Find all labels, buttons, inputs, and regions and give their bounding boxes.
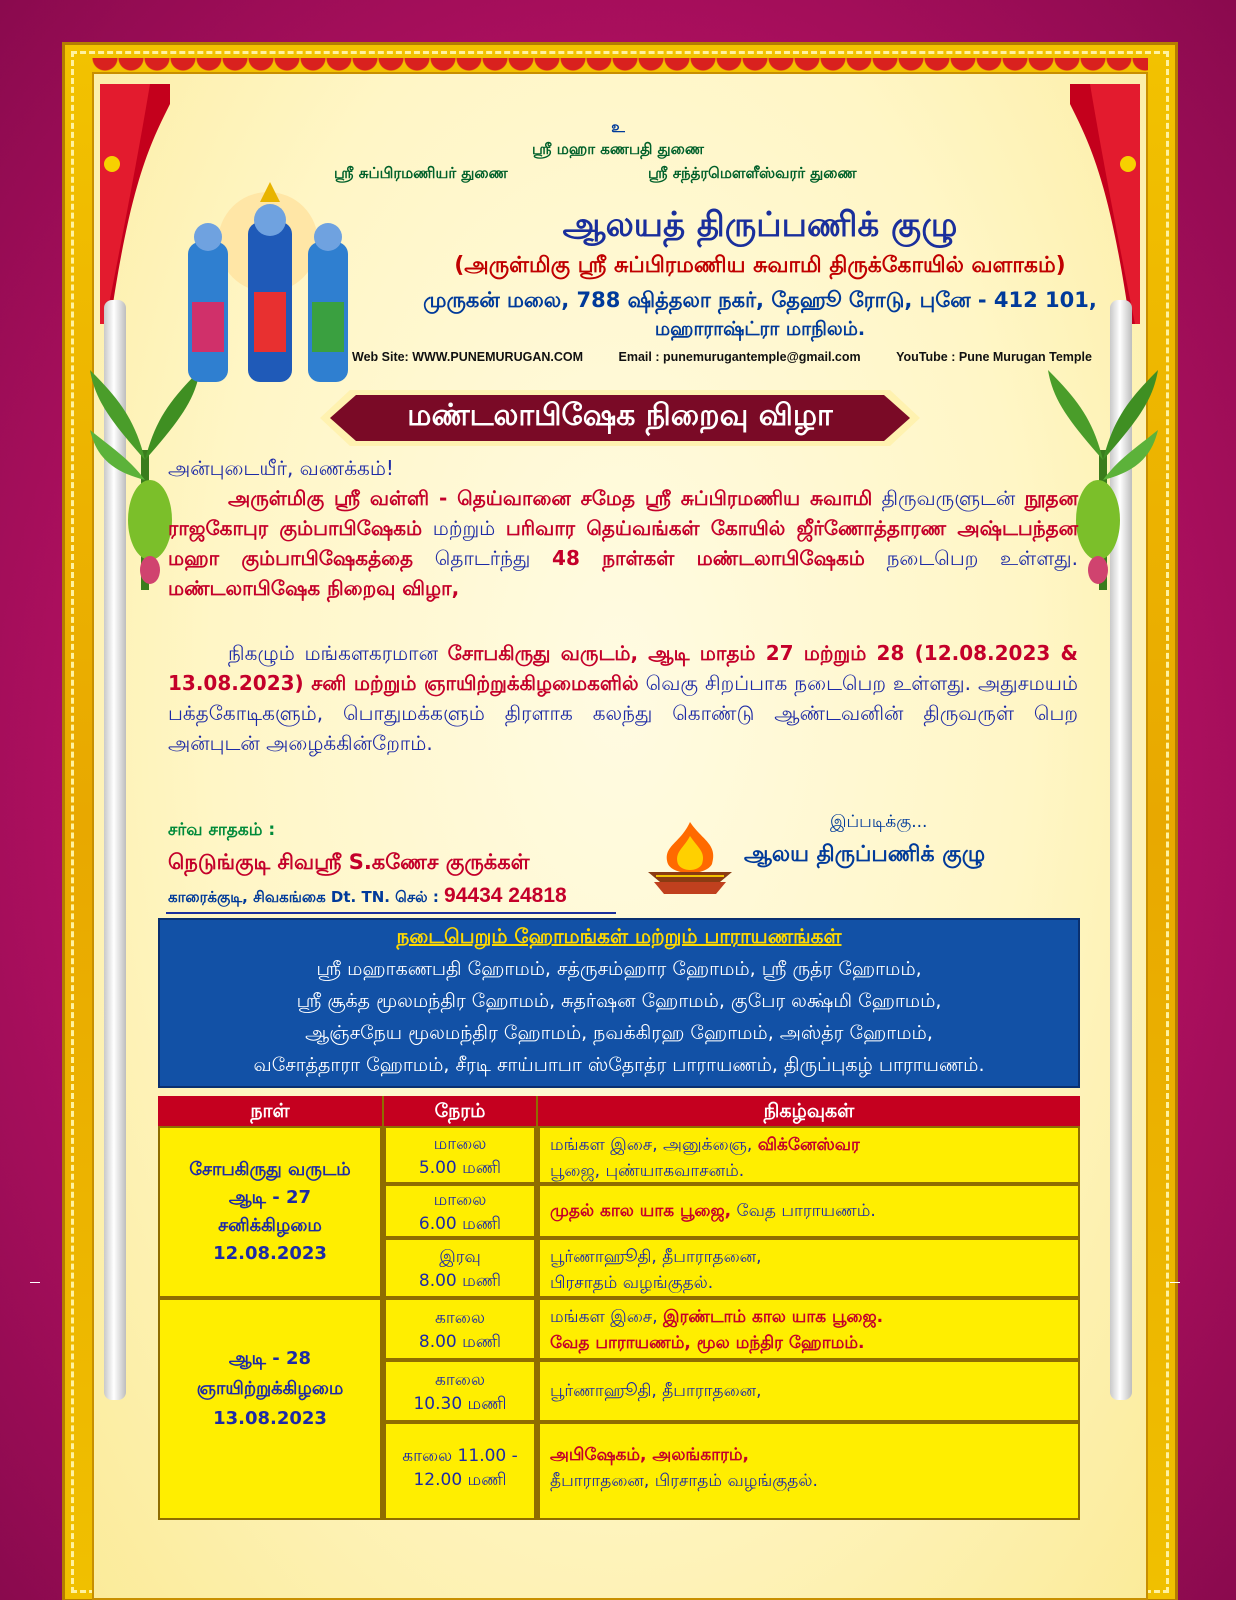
- event-cell: [538, 1126, 1080, 1184]
- org-subtitle: (அருள்மிகு ஸ்ரீ சுப்பிரமணிய சுவாமி திருக்கோயில் வளாகம்): [454, 253, 1066, 278]
- address-line-1: முருகன் மலை, 788 ஷித்தலா நகர், தேஹூ ரோடு, புனே - 412 101,: [423, 288, 1097, 312]
- p2-part-a: நிகழும் மங்களகரமான: [228, 641, 448, 665]
- p1-part-c: நூதன ராஜகோபுர கும்பாபிஷேகம்: [168, 486, 1078, 540]
- time-value: 5.00 மணி: [418, 1158, 502, 1178]
- homas-title: நடைபெறும் ஹோமங்கள் மற்றும் பாராயணங்கள்: [396, 924, 842, 948]
- sarva-sathagam-label: சர்வ சாதகம் :: [168, 820, 276, 840]
- event-text: மங்கள இசை, அனுக்ஞை,: [550, 1135, 758, 1155]
- header-day: நாள்: [158, 1096, 382, 1126]
- event-text: தீபாராதனை, பிரசாதம் வழங்குதல்.: [550, 1471, 818, 1491]
- time-cell: [384, 1360, 536, 1422]
- p1-part-g: 48 நாள்கள் மண்டலாபிஷேகம்: [552, 546, 865, 570]
- event-text: பூர்ணாஹூதி, தீபாராதனை,: [550, 1381, 762, 1401]
- time-label: காலை 11.00 -: [402, 1446, 518, 1466]
- event-text: மங்கள இசை,: [550, 1307, 664, 1327]
- event-highlight: இரண்டாம் கால யாக பூஜை.: [663, 1307, 884, 1327]
- event-cell: [538, 1298, 1080, 1360]
- time-value: 10.30 மணி: [413, 1394, 507, 1414]
- p1-part-e: பரிவார தெய்வங்கள் கோயில் ஜீர்ணோத்தாரண அஷ்டபந்தன மஹா கும்பாபிஷேகத்தை: [168, 516, 1079, 570]
- paragraph-1: [168, 483, 1078, 603]
- event-cell: [538, 1238, 1080, 1298]
- crop-mark: [1170, 1282, 1180, 1283]
- contact-row: [352, 350, 1092, 364]
- time-cell: [384, 1422, 536, 1520]
- homa-line: ஸ்ரீ சூக்த மூலமந்திர ஹோமம், சுதர்ஷன ஹோமம், குபேர லக்ஷ்மி ஹோமம்,: [296, 990, 942, 1012]
- day1-month: ஆடி - 27: [228, 1187, 312, 1208]
- youtube-link[interactable]: YouTube : Pune Murugan Temple: [896, 350, 1092, 364]
- event-cell: [538, 1360, 1080, 1422]
- greeting: அன்புடையீர், வணக்கம்!: [168, 456, 394, 480]
- time-cell: [384, 1238, 536, 1298]
- time-label: இரவு: [439, 1247, 481, 1267]
- top-scallop-border: [92, 58, 1148, 84]
- priest-phone: 94434 24818: [444, 884, 567, 907]
- homa-fire-icon: [640, 820, 740, 898]
- p1-part-f: தொடர்ந்து: [413, 546, 553, 570]
- signoff-prefix: இப்படிக்கு...: [830, 812, 928, 832]
- time-label: காலை: [435, 1370, 485, 1390]
- header-time: நேரம்: [384, 1096, 536, 1126]
- event-highlight: முதல் கால யாக பூஜை,: [550, 1201, 732, 1221]
- event-highlight: விக்னேஸ்வர: [757, 1135, 860, 1155]
- time-value: 6.00 மணி: [418, 1214, 502, 1234]
- p1-part-i: மண்டலாபிஷேக நிறைவு விழா,: [168, 576, 460, 600]
- day1-weekday: சனிக்கிழமை: [218, 1215, 322, 1236]
- day-1-cell: [158, 1126, 382, 1298]
- time-label: காலை: [435, 1308, 485, 1328]
- homa-line: ஸ்ரீ மஹாகணபதி ஹோமம், சத்ருசம்ஹார ஹோமம், ஸ்ரீ ருத்ர ஹோமம்,: [316, 958, 922, 980]
- time-cell: [384, 1298, 536, 1360]
- event-text: பூஜை, புண்யாகவாசனம்.: [550, 1161, 745, 1181]
- time-label: மாலை: [433, 1190, 487, 1210]
- p1-part-h: நடைபெற உள்ளது.: [864, 546, 1078, 570]
- blessing-left: ஸ்ரீ சுப்பிரமணியர் துணை: [334, 164, 508, 182]
- priest-name: நெடுங்குடி சிவஸ்ரீ S.கணேச குருக்கள்: [168, 850, 530, 874]
- p1-part-b: திருவருளுடன்: [872, 486, 1025, 510]
- p2-part-c: வெகு சிறப்பாக நடைபெற உள்ளது. அதுசமயம் பக்தகோடிகளும், பொதுமக்களும் திரளாக கலந்து கொண்டு ஆண்டவனின் திருவருள் பெற அன்புடன் அழைக்கின்றோம்.: [168, 671, 1078, 755]
- time-cell: [384, 1126, 536, 1184]
- event-cell: [538, 1422, 1080, 1520]
- p2-part-b: சோபகிருது வருடம், ஆடி மாதம் 27 மற்றும் 28 (12.08.2023 & 13.08.2023) சனி மற்றும் ஞாயிற்றுக்கிழமைகளில்: [168, 641, 1079, 695]
- p1-part-a: அருள்மிகு ஸ்ரீ வள்ளி - தெய்வானை சமேத ஸ்ரீ சுப்பிரமணிய சுவாமி: [228, 486, 873, 510]
- event-text: பூர்ணாஹூதி, தீபாராதனை,: [550, 1247, 762, 1267]
- event-highlight: வேத பாராயணம், மூல மந்திர ஹோமம்.: [550, 1333, 865, 1353]
- event-title: மண்டலாபிஷேக நிறைவு விழா: [407, 398, 833, 433]
- day2-weekday: ஞாயிற்றுக்கிழமை: [196, 1378, 344, 1399]
- time-value: 8.00 மணி: [418, 1271, 502, 1291]
- header-events: நிகழ்வுகள்: [538, 1096, 1080, 1126]
- deity-image: [168, 182, 368, 382]
- event-text: பிரசாதம் வழங்குதல்.: [550, 1273, 714, 1293]
- signoff-name: ஆலய திருப்பணிக் குழு: [744, 842, 986, 867]
- priest-contact: [168, 884, 567, 908]
- p1-part-d: மற்றும்: [422, 516, 506, 540]
- crop-mark: [30, 1282, 40, 1283]
- time-value: 8.00 மணி: [418, 1332, 502, 1352]
- event-cell: [538, 1184, 1080, 1238]
- day1-year: சோபகிருது வருடம்: [189, 1159, 351, 1180]
- pillaiyar-suzhi: உ: [611, 118, 625, 136]
- blessing-top: ஸ்ரீ மஹா கணபதி துணை: [532, 140, 704, 158]
- divider: [166, 912, 616, 914]
- homa-line: ஆஞ்சநேய மூலமந்திர ஹோமம், நவக்கிரஹ ஹோமம், அஸ்த்ர ஹோமம்,: [305, 1022, 933, 1044]
- day-2-cell: [158, 1298, 382, 1520]
- address-line-2: மஹாராஷ்ட்ரா மாநிலம்.: [654, 318, 866, 340]
- email-link[interactable]: Email : punemurugantemple@gmail.com: [618, 350, 861, 364]
- time-cell: [384, 1184, 536, 1238]
- day2-date: 13.08.2023: [213, 1408, 327, 1429]
- day1-date: 12.08.2023: [213, 1243, 327, 1264]
- day2-month: ஆடி - 28: [228, 1348, 312, 1369]
- event-text: வேத பாராயணம்.: [731, 1201, 876, 1221]
- homa-line: வசோத்தாரா ஹோமம், சீரடி சாய்பாபா ஸ்தோத்ர பாராயணம், திருப்புகழ் பாராயணம்.: [253, 1054, 985, 1076]
- priest-place: காரைக்குடி, சிவகங்கை Dt. TN. செல் :: [168, 888, 445, 906]
- blessing-right: ஸ்ரீ சந்த்ரமௌளீஸ்வரர் துணை: [648, 164, 857, 182]
- website-link[interactable]: Web Site: WWW.PUNEMURUGAN.COM: [352, 350, 584, 364]
- paragraph-2: [168, 638, 1078, 758]
- time-value: 12.00 மணி: [413, 1470, 507, 1490]
- time-label: மாலை: [433, 1134, 487, 1154]
- org-title: ஆலயத் திருப்பணிக் குழு: [562, 205, 958, 245]
- event-highlight: அபிஷேகம், அலங்காரம்,: [550, 1445, 749, 1465]
